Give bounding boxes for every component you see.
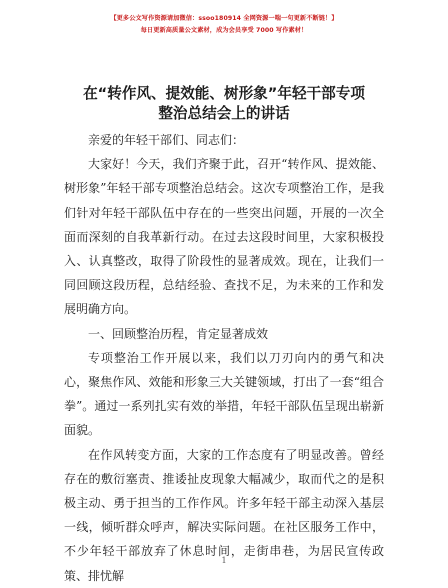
- section-heading-1: 一、回顾整治历程，肯定显著成效: [88, 326, 269, 341]
- promo-banner-line2: 每日更新高质量公文素材，成为会员享受 7000 写作素材！: [140, 27, 308, 34]
- page-number: 1: [221, 556, 227, 565]
- document-body: [64, 128, 384, 588]
- document-title-line2: 整治总结会上的讲话: [158, 105, 290, 122]
- paragraph-opening: 大家好！今天，我们齐聚于此，召开“转作风、提效能、树形象”年轻干部专项整治总结会。这次专项整治工作，是我们针对年轻干部队伍中存在的一些突出问题，开展的一次全面而深刻的自我革新行动。在过去这段时间里，大家积极投入、认真整改，取得了阶段性的显著成效。现在，让我们一同回顾这段历程，总结经验、查找不足，为未来的工作和发展明确方向。: [64, 157, 384, 317]
- promo-banner-line1: 【更多公文写作资源请加微信：ssoo180914 全网资源一喘一句更新不断链！】: [110, 15, 338, 22]
- paragraph-style-change: 在作风转变方面，大家的工作态度有了明显改善。曾经存在的敷衍塞责、推诿扯皮现象大幅减少，取而代之的是积极主动、勇于担当的工作作风。许多年轻干部主动深入基层一线，倾听群众呼声，解决实际问题。在社区服务工作中，不少年轻干部放弃了休息时间，走街串巷，为居民宣传政策、排忧解: [64, 447, 384, 583]
- document-title-line1: 在“转作风、提效能、树形象”年轻干部专项: [83, 85, 365, 102]
- paragraph-achievements: 专项整治工作开展以来，我们以刀刃向内的勇气和决心，聚焦作风、效能和形象三大关键领域，打出了一套“组合拳”。通过一系列扎实有效的举措，年轻干部队伍呈现出崭新面貌。: [64, 350, 384, 438]
- greeting: 亲爱的年轻干部们、同志们：: [88, 133, 245, 147]
